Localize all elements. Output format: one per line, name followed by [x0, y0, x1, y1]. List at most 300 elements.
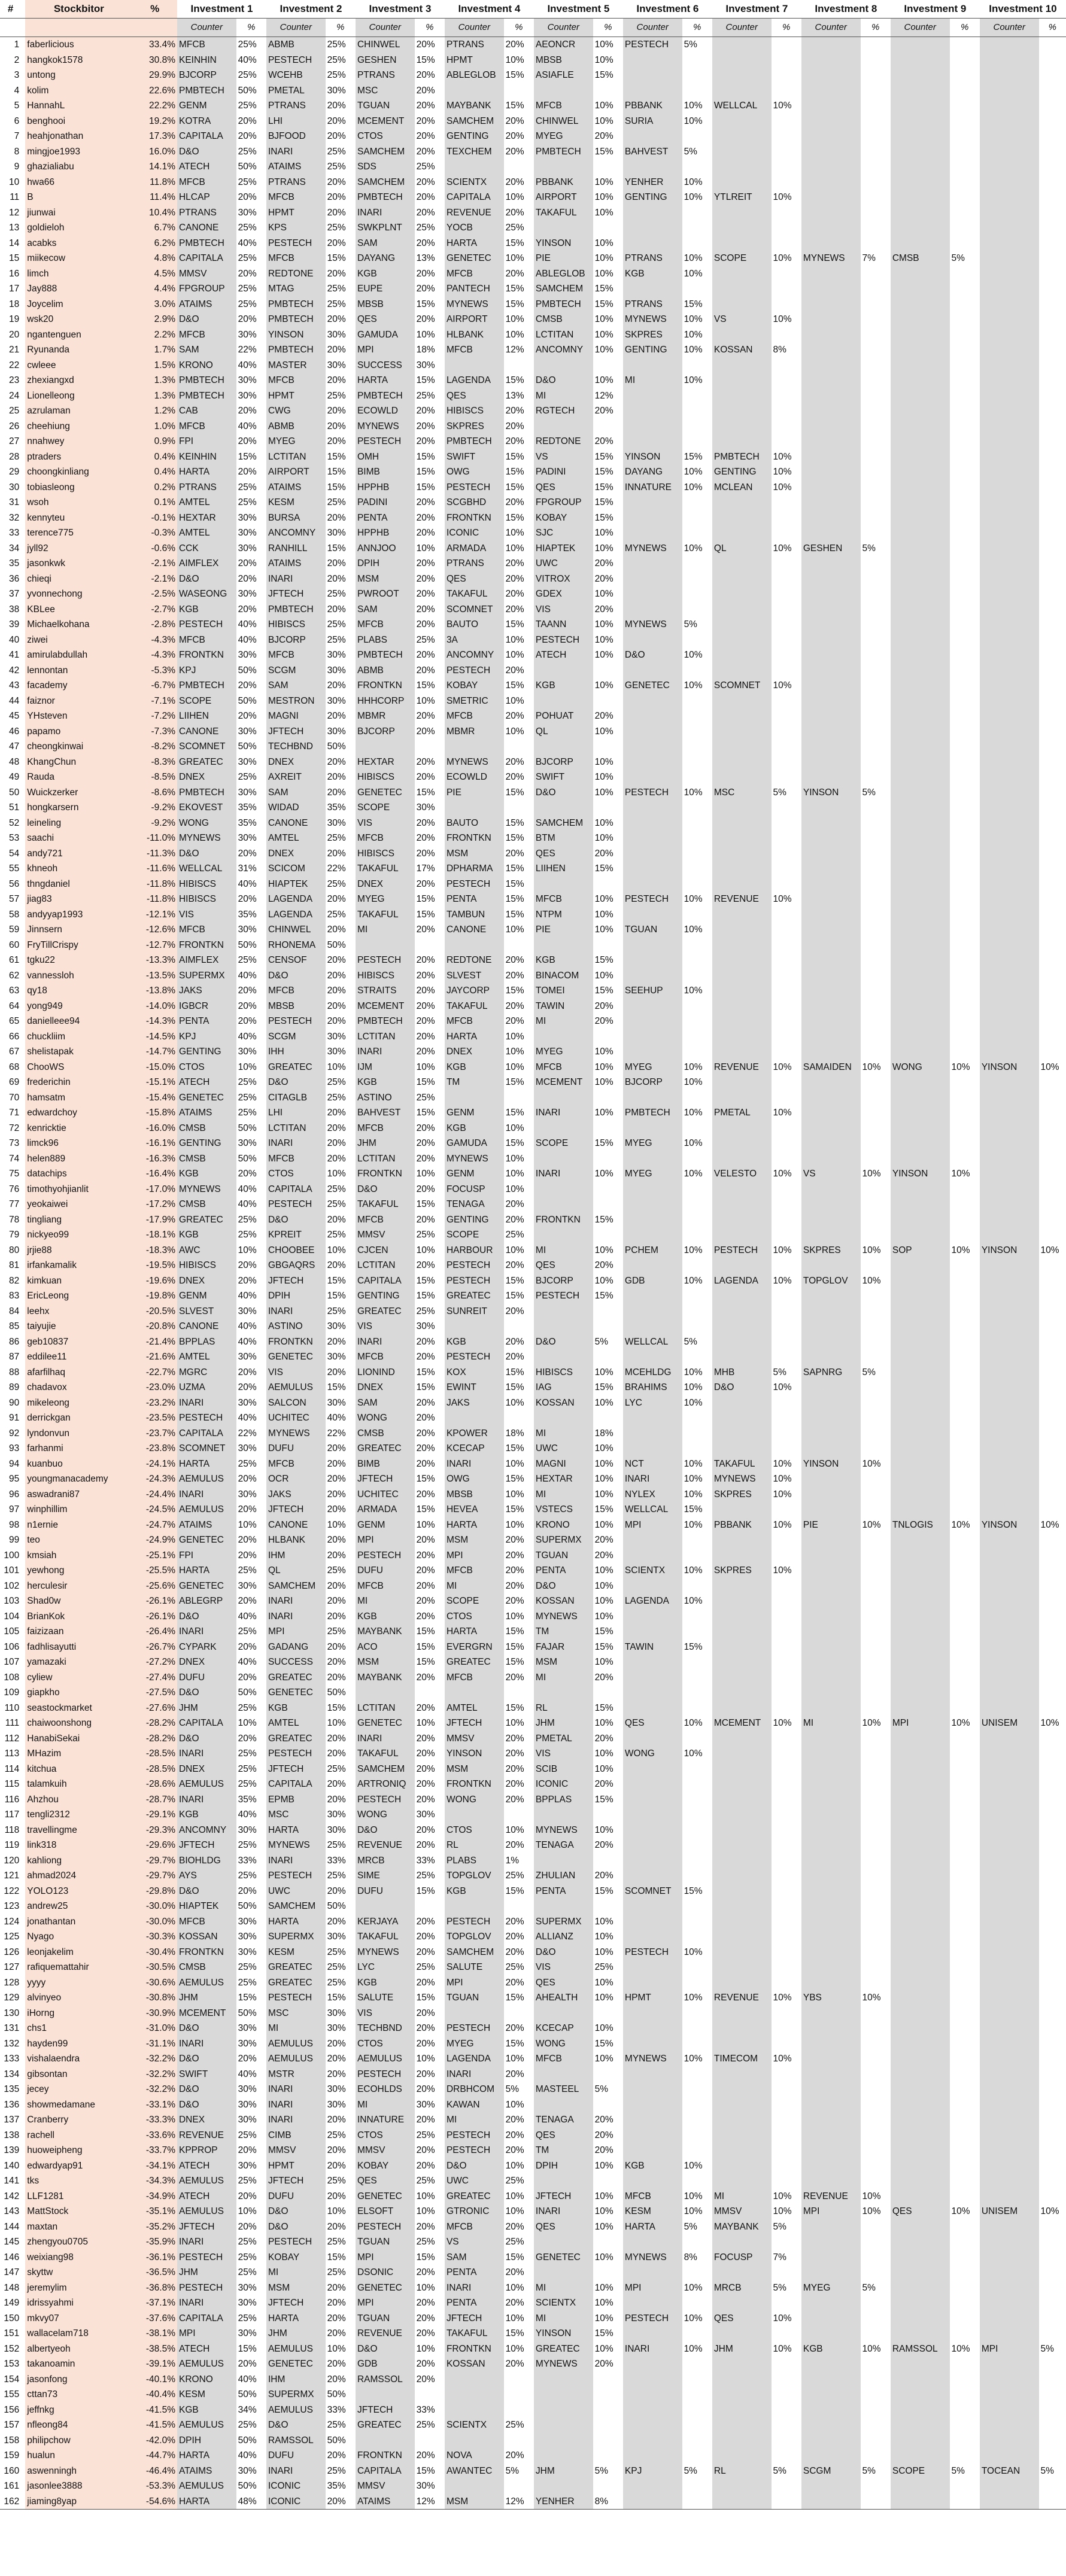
- investment-percent: 25%: [505, 2237, 524, 2247]
- investment-counter: [801, 1823, 861, 1838]
- investment-counter: UCHITEC: [266, 1410, 326, 1426]
- investment-percent: 15%: [416, 2252, 435, 2262]
- table-row: [0, 2326, 1066, 2341]
- investment-counter: [801, 922, 861, 938]
- investment-percent: 10%: [416, 2343, 435, 2354]
- investment-percent: 50%: [327, 2435, 346, 2446]
- investment-percent: [950, 2067, 980, 2082]
- investment-counter: OWG: [445, 1471, 504, 1487]
- col-header-investment-8: Investment 8: [801, 0, 891, 19]
- investment-counter: MAYBANK: [356, 1624, 415, 1640]
- table-row: [0, 2311, 1066, 2326]
- investment-counter: PESTECH: [623, 785, 682, 801]
- stockbitor-name: hongkarsern: [25, 800, 132, 816]
- investment-percent: 25%: [238, 1840, 257, 1850]
- investment-counter: KESM: [266, 495, 326, 510]
- investment-percent: 25%: [238, 2267, 257, 2277]
- investment-percent: 10%: [951, 1062, 970, 1072]
- investment-counter: [980, 1334, 1039, 1350]
- investment-counter: KRONO: [177, 2372, 236, 2388]
- investment-percent: [593, 2097, 623, 2113]
- investment-counter: MFCB: [356, 617, 415, 632]
- investment-percent: 10%: [684, 986, 703, 996]
- stockbitor-name: edwardchoy: [25, 1105, 132, 1121]
- investment-percent: 25%: [327, 589, 346, 599]
- investment-counter: SAM: [177, 342, 236, 358]
- investment-counter: [801, 877, 861, 892]
- investment-percent: [950, 266, 980, 282]
- investment-counter: [623, 846, 682, 862]
- investment-counter: AIMFLEX: [177, 556, 236, 571]
- investment-percent: [861, 2295, 891, 2311]
- investment-counter: DNEX: [356, 877, 415, 892]
- investment-percent: 10%: [684, 1077, 703, 1087]
- investment-percent: 25%: [505, 2420, 524, 2430]
- investment-percent: 10%: [773, 451, 792, 462]
- row-number: 34: [9, 543, 20, 553]
- table-row: [0, 510, 1066, 526]
- investment-counter: GENTING: [623, 342, 682, 358]
- investment-counter: LCTITAN: [356, 1029, 415, 1045]
- investment-counter: [801, 1349, 861, 1365]
- return-percent: -11.0%: [132, 831, 177, 846]
- stockbitor-name: jiag83: [25, 892, 132, 907]
- investment-counter: PLABS: [445, 1853, 504, 1869]
- investment-counter: [801, 1975, 861, 1991]
- investment-percent: 10%: [505, 1458, 524, 1469]
- investment-counter: [980, 1929, 1039, 1945]
- investment-percent: 25%: [327, 1626, 346, 1637]
- investment-counter: [891, 2128, 950, 2143]
- investment-counter: [891, 2219, 950, 2235]
- investment-counter: [980, 83, 1039, 99]
- investment-percent: 15%: [505, 909, 524, 920]
- investment-counter: VIS: [534, 602, 593, 618]
- investment-counter: TECHBND: [266, 739, 326, 755]
- investment-counter: [534, 2372, 593, 2388]
- investment-percent: 10%: [684, 1489, 703, 1500]
- investment-percent: [772, 1731, 801, 1747]
- investment-percent: [861, 388, 891, 404]
- investment-percent: [861, 1884, 891, 1899]
- investment-counter: HARTA: [445, 1517, 504, 1533]
- row-number: 152: [4, 2343, 20, 2354]
- investment-counter: MFCB: [445, 2219, 504, 2235]
- investment-counter: [534, 1685, 593, 1701]
- investment-counter: AEMULUS: [177, 2478, 236, 2494]
- investment-counter: [623, 2478, 682, 2494]
- investment-percent: 30%: [238, 1138, 257, 1148]
- investment-counter: EKOVEST: [177, 800, 236, 816]
- investment-percent: 10%: [594, 2206, 614, 2216]
- row-number: 92: [9, 1428, 20, 1438]
- investment-counter: [623, 1182, 682, 1197]
- investment-counter: KPJ: [177, 1029, 236, 1045]
- investment-percent: 20%: [505, 1794, 524, 1805]
- investment-counter: [980, 159, 1039, 175]
- investment-counter: PESTECH: [356, 2219, 415, 2235]
- investment-counter: FPGROUP: [534, 495, 593, 510]
- investment-counter: YINSON: [266, 327, 326, 343]
- investment-counter: HARTA: [177, 2448, 236, 2464]
- investment-counter: [980, 1380, 1039, 1395]
- investment-percent: [593, 739, 623, 755]
- investment-counter: [891, 892, 950, 907]
- investment-percent: [1039, 1548, 1066, 1564]
- investment-counter: [623, 2433, 682, 2449]
- investment-percent: 20%: [327, 268, 346, 279]
- investment-percent: [861, 938, 891, 953]
- investment-percent: [682, 556, 712, 571]
- investment-percent: [950, 755, 980, 770]
- investment-percent: [772, 1593, 801, 1609]
- investment-counter: [623, 1151, 682, 1167]
- table-row: [0, 2387, 1066, 2402]
- investment-percent: 20%: [416, 817, 435, 828]
- investment-percent: [950, 1807, 980, 1823]
- stockbitor-name: MHazim: [25, 1746, 132, 1762]
- investment-counter: PESTECH: [445, 877, 504, 892]
- investment-counter: [801, 2036, 861, 2052]
- table-row: [0, 1685, 1066, 1701]
- investment-percent: [861, 953, 891, 968]
- investment-counter: [980, 403, 1039, 419]
- investment-counter: [712, 2128, 772, 2143]
- investment-percent: 20%: [327, 1641, 346, 1652]
- investment-percent: 10%: [594, 833, 614, 843]
- investment-counter: FRONTKN: [177, 647, 236, 663]
- investment-counter: MYNEWS: [356, 419, 415, 434]
- investment-percent: [772, 2143, 801, 2158]
- investment-counter: [891, 1334, 950, 1350]
- investment-counter: D&O: [534, 1579, 593, 1594]
- investment-counter: REVENUE: [356, 1838, 415, 1853]
- investment-counter: MFCB: [445, 266, 504, 282]
- investment-percent: [950, 1838, 980, 1853]
- investment-percent: [772, 2067, 801, 2082]
- investment-percent: 20%: [327, 680, 346, 691]
- investment-percent: [1039, 1136, 1066, 1151]
- investment-percent: [950, 2478, 980, 2494]
- investment-counter: [891, 1746, 950, 1762]
- investment-counter: MI: [266, 2021, 326, 2036]
- investment-counter: [801, 1838, 861, 1853]
- investment-percent: [861, 1914, 891, 1930]
- investment-counter: [891, 1487, 950, 1503]
- investment-counter: MYEG: [445, 2036, 504, 2052]
- investment-counter: YINSON: [623, 449, 682, 465]
- investment-counter: [891, 1502, 950, 1517]
- investment-counter: MI: [356, 1593, 415, 1609]
- investment-counter: [891, 2189, 950, 2204]
- investment-percent: [772, 2494, 801, 2510]
- investment-percent: 25%: [238, 2252, 257, 2262]
- investment-percent: 15%: [327, 482, 346, 492]
- investment-percent: [1039, 1990, 1066, 2006]
- investment-counter: OMH: [356, 449, 415, 465]
- investment-counter: CENSOF: [266, 953, 326, 968]
- investment-counter: JFTECH: [534, 2189, 593, 2204]
- investment-percent: 10%: [505, 1123, 524, 1133]
- return-percent: -13.5%: [132, 968, 177, 984]
- investment-percent: 10%: [594, 1458, 614, 1469]
- investment-counter: SCIENTX: [623, 1563, 682, 1579]
- table-row: [0, 2494, 1066, 2510]
- investment-counter: YENHER: [623, 175, 682, 190]
- investment-percent: 15%: [416, 909, 435, 920]
- return-percent: -53.3%: [132, 2478, 177, 2494]
- table-row: [0, 2356, 1066, 2372]
- table-row: [0, 1410, 1066, 1426]
- investment-percent: [772, 1212, 801, 1228]
- investment-counter: [891, 1182, 950, 1197]
- investment-percent: [950, 694, 980, 709]
- investment-counter: YINSON: [801, 785, 861, 801]
- investment-percent: 10%: [1040, 2206, 1059, 2216]
- return-percent: -8.5%: [132, 770, 177, 785]
- investment-percent: 15%: [505, 1993, 524, 2003]
- investment-percent: [1039, 1624, 1066, 1640]
- investment-percent: 10%: [594, 253, 614, 263]
- investment-counter: [980, 1197, 1039, 1212]
- row-number: 89: [9, 1382, 20, 1392]
- investment-counter: MPI: [445, 1975, 504, 1991]
- investment-counter: ATAIMS: [177, 1517, 236, 1533]
- investment-percent: [1039, 541, 1066, 556]
- return-percent: 11.8%: [132, 175, 177, 190]
- investment-percent: [682, 2478, 712, 2494]
- return-percent: -23.7%: [132, 1426, 177, 1441]
- investment-percent: [861, 831, 891, 846]
- stockbitor-name: goldieloh: [25, 220, 132, 236]
- investment-counter: [712, 510, 772, 526]
- investment-counter: [801, 1380, 861, 1395]
- investment-counter: [980, 266, 1039, 282]
- investment-percent: [772, 1304, 801, 1319]
- investment-counter: INARI: [534, 2204, 593, 2219]
- investment-counter: SCGBHD: [445, 495, 504, 510]
- stockbitor-name: HanabiSekai: [25, 1731, 132, 1747]
- investment-counter: ARMADA: [445, 541, 504, 556]
- investment-percent: 10%: [684, 101, 703, 111]
- investment-percent: 20%: [416, 2359, 435, 2369]
- investment-counter: MAYBANK: [356, 1670, 415, 1686]
- investment-percent: 20%: [505, 1840, 524, 1850]
- investment-counter: [980, 1990, 1039, 2006]
- row-number: 113: [4, 1748, 20, 1759]
- investment-percent: [682, 83, 712, 99]
- investment-counter: GENTING: [356, 1288, 415, 1304]
- investment-counter: [801, 2173, 861, 2189]
- investment-percent: 20%: [327, 1916, 346, 1927]
- investment-counter: [623, 1670, 682, 1686]
- investment-counter: MI: [445, 1579, 504, 1594]
- investment-counter: [445, 2478, 504, 2494]
- investment-percent: 25%: [416, 634, 435, 645]
- investment-percent: 20%: [416, 955, 435, 965]
- investment-counter: SCOMNET: [445, 602, 504, 618]
- investment-counter: AMTEL: [177, 495, 236, 510]
- investment-percent: [1039, 2280, 1066, 2296]
- table-row: [0, 159, 1066, 175]
- investment-percent: [682, 1960, 712, 1975]
- table-row: [0, 1532, 1066, 1548]
- investment-percent: 25%: [327, 1763, 346, 1774]
- return-percent: -22.7%: [132, 1365, 177, 1380]
- investment-counter: MPI: [356, 1532, 415, 1548]
- investment-counter: QL: [534, 724, 593, 740]
- investment-percent: 10%: [594, 2282, 614, 2293]
- investment-percent: [504, 83, 534, 99]
- table-row: [0, 1899, 1066, 1914]
- investment-percent: 10%: [594, 1474, 614, 1484]
- investment-percent: [682, 525, 712, 541]
- investment-counter: D&O: [177, 846, 236, 862]
- investment-counter: [801, 1670, 861, 1686]
- investment-counter: [980, 37, 1039, 53]
- investment-counter: SCOPE: [356, 800, 415, 816]
- investment-percent: 20%: [505, 1733, 524, 1744]
- investment-counter: SCIB: [534, 1762, 593, 1777]
- row-number: 143: [4, 2206, 20, 2216]
- investment-counter: [891, 175, 950, 190]
- investment-percent: 20%: [238, 1733, 257, 1744]
- return-percent: -20.8%: [132, 1319, 177, 1334]
- investment-counter: TGUAN: [623, 922, 682, 938]
- investment-percent: [1039, 1929, 1066, 1945]
- investment-counter: SAM: [445, 2250, 504, 2265]
- investment-percent: 10%: [684, 1397, 703, 1408]
- investment-percent: 15%: [505, 986, 524, 996]
- investment-percent: [861, 1853, 891, 1869]
- investment-percent: 10%: [594, 2313, 614, 2323]
- investment-percent: [593, 877, 623, 892]
- table-row: [0, 2051, 1066, 2067]
- investment-percent: 10%: [773, 1519, 792, 1530]
- investment-counter: [891, 2158, 950, 2174]
- investment-counter: [534, 1029, 593, 1045]
- investment-percent: [772, 877, 801, 892]
- stockbitor-name: edwardyap91: [25, 2158, 132, 2174]
- investment-percent: [861, 2478, 891, 2494]
- investment-counter: SKPRES: [712, 1487, 772, 1503]
- row-number: 62: [9, 970, 20, 981]
- investment-percent: [1039, 68, 1066, 83]
- investment-counter: D&O: [177, 2097, 236, 2113]
- investment-percent: 30%: [238, 1352, 257, 1362]
- investment-counter: [623, 586, 682, 602]
- investment-percent: 10%: [594, 2298, 614, 2308]
- investment-percent: [772, 1884, 801, 1899]
- investment-percent: 25%: [416, 2237, 435, 2247]
- return-percent: -7.3%: [132, 724, 177, 740]
- investment-counter: [891, 1960, 950, 1975]
- investment-counter: ATECH: [177, 2341, 236, 2357]
- row-number: 150: [4, 2313, 20, 2323]
- investment-counter: CMSB: [891, 251, 950, 266]
- investment-counter: WONG: [534, 2036, 593, 2052]
- investment-percent: [950, 1197, 980, 1212]
- investment-counter: [980, 739, 1039, 755]
- investment-percent: 25%: [238, 284, 257, 294]
- investment-percent: 15%: [594, 986, 614, 996]
- investment-percent: [950, 1945, 980, 1960]
- investment-percent: 20%: [327, 1367, 346, 1377]
- investment-percent: [1039, 831, 1066, 846]
- investment-counter: TNLOGIS: [891, 1517, 950, 1533]
- investment-percent: 25%: [416, 2176, 435, 2186]
- investment-counter: MFCB: [266, 647, 326, 663]
- return-percent: 1.7%: [132, 342, 177, 358]
- investment-counter: PTRANS: [356, 68, 415, 83]
- stockbitor-name: saachi: [25, 831, 132, 846]
- investment-counter: GENTING: [623, 190, 682, 205]
- investment-counter: [980, 2067, 1039, 2082]
- investment-counter: [712, 770, 772, 785]
- investment-counter: LCTITAN: [356, 1151, 415, 1167]
- investment-percent: 10%: [594, 2221, 614, 2232]
- investment-counter: INARI: [623, 2341, 682, 2357]
- investment-percent: [861, 190, 891, 205]
- investment-percent: [1039, 1884, 1066, 1899]
- investment-percent: 20%: [505, 2145, 524, 2155]
- row-number: 22: [9, 360, 20, 370]
- investment-percent: 25%: [238, 2237, 257, 2247]
- investment-counter: QES: [445, 388, 504, 404]
- investment-counter: MI: [534, 1670, 593, 1686]
- investment-counter: INARI: [266, 1136, 326, 1151]
- investment-counter: [712, 1640, 772, 1655]
- investment-percent: [861, 755, 891, 770]
- subheader-counter: Counter: [712, 19, 772, 37]
- stockbitor-name: gibsontan: [25, 2067, 132, 2082]
- table-row: [0, 983, 1066, 999]
- investment-counter: SAPNRG: [801, 1365, 861, 1380]
- table-row: [0, 2417, 1066, 2433]
- investment-counter: [623, 2036, 682, 2052]
- investment-counter: LHI: [266, 114, 326, 129]
- investment-percent: [772, 586, 801, 602]
- investment-percent: [950, 144, 980, 160]
- investment-counter: [623, 1823, 682, 1838]
- table-row: [0, 83, 1066, 99]
- investment-counter: YINSON: [980, 1060, 1039, 1075]
- investment-counter: GAMUDA: [445, 1136, 504, 1151]
- investment-counter: [356, 1685, 415, 1701]
- investment-counter: KPJ: [623, 2464, 682, 2479]
- investment-counter: KCECAP: [534, 2021, 593, 2036]
- stockbitor-name: benghooi: [25, 114, 132, 129]
- investment-percent: 10%: [773, 1382, 792, 1392]
- investment-percent: 20%: [416, 146, 435, 157]
- investment-percent: [861, 1609, 891, 1625]
- investment-percent: 10%: [684, 268, 703, 279]
- investment-counter: AIRPORT: [266, 464, 326, 480]
- investment-percent: 50%: [327, 939, 346, 950]
- return-percent: -27.6%: [132, 1701, 177, 1716]
- investment-counter: BTM: [534, 831, 593, 846]
- investment-percent: 5%: [684, 39, 697, 50]
- investment-percent: 20%: [416, 2145, 435, 2155]
- investment-counter: PESTECH: [534, 1288, 593, 1304]
- investment-percent: 25%: [238, 1702, 257, 1713]
- investment-counter: MCEMENT: [712, 1716, 772, 1731]
- investment-percent: 10%: [594, 1108, 614, 1118]
- investment-percent: [861, 2021, 891, 2036]
- investment-counter: [980, 1701, 1039, 1716]
- investment-percent: [861, 602, 891, 618]
- investment-percent: 20%: [416, 1702, 435, 1713]
